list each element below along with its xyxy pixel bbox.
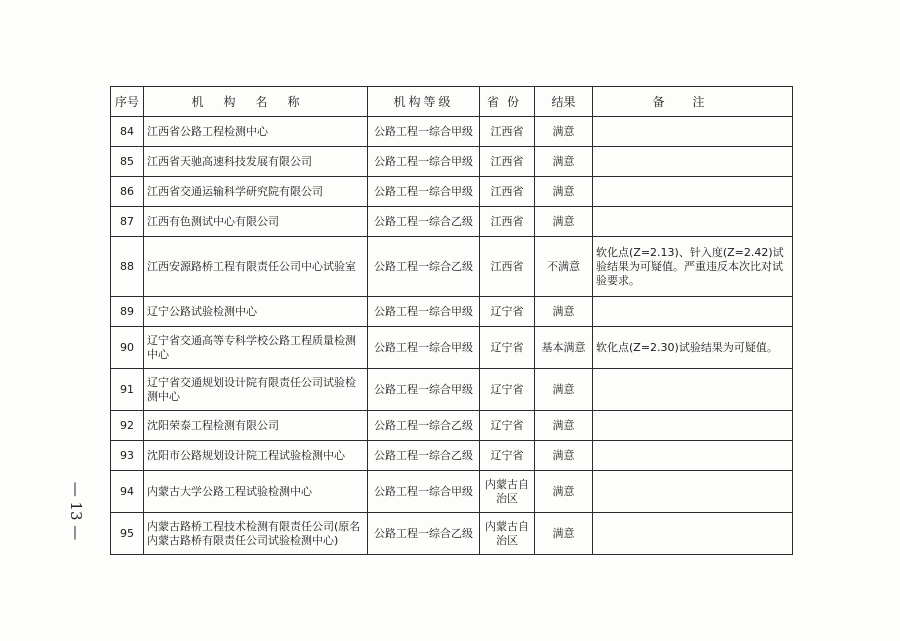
row-province: 内蒙古自治区 bbox=[480, 471, 535, 513]
row-note bbox=[593, 117, 793, 147]
row-level: 公路工程一综合甲级 bbox=[368, 177, 480, 207]
row-level: 公路工程一综合乙级 bbox=[368, 207, 480, 237]
row-province: 江西省 bbox=[480, 117, 535, 147]
row-result: 基本满意 bbox=[535, 327, 593, 369]
row-note bbox=[593, 207, 793, 237]
row-result: 满意 bbox=[535, 297, 593, 327]
row-level: 公路工程一综合乙级 bbox=[368, 237, 480, 297]
row-no: 94 bbox=[111, 471, 144, 513]
row-result: 满意 bbox=[535, 369, 593, 411]
row-level: 公路工程一综合甲级 bbox=[368, 117, 480, 147]
row-province: 内蒙古自治区 bbox=[480, 513, 535, 555]
table-row bbox=[111, 471, 793, 513]
row-no: 86 bbox=[111, 177, 144, 207]
row-province: 辽宁省 bbox=[480, 411, 535, 441]
row-level: 公路工程一综合甲级 bbox=[368, 369, 480, 411]
row-no: 91 bbox=[111, 369, 144, 411]
row-no: 95 bbox=[111, 513, 144, 555]
row-result: 满意 bbox=[535, 411, 593, 441]
row-name: 沈阳荣泰工程检测有限公司 bbox=[144, 411, 368, 441]
row-level: 公路工程一综合甲级 bbox=[368, 327, 480, 369]
row-level: 公路工程一综合甲级 bbox=[368, 147, 480, 177]
header-province: 省份 bbox=[480, 87, 535, 117]
row-name: 辽宁公路试验检测中心 bbox=[144, 297, 368, 327]
table-row bbox=[111, 513, 793, 555]
row-level: 公路工程一综合甲级 bbox=[368, 297, 480, 327]
header-note: 备注 bbox=[593, 87, 793, 117]
row-level: 公路工程一综合乙级 bbox=[368, 441, 480, 471]
row-province: 辽宁省 bbox=[480, 369, 535, 411]
header-result: 结果 bbox=[535, 87, 593, 117]
header-no: 序号 bbox=[111, 87, 144, 117]
row-province: 江西省 bbox=[480, 237, 535, 297]
page-number: — 13 — bbox=[67, 481, 85, 541]
row-note bbox=[593, 411, 793, 441]
row-name: 辽宁省交通高等专科学校公路工程质量检测中心 bbox=[144, 327, 368, 369]
row-province: 江西省 bbox=[480, 147, 535, 177]
table-row bbox=[111, 327, 793, 369]
row-name: 江西省交通运输科学研究院有限公司 bbox=[144, 177, 368, 207]
row-note: 软化点(Z=2.13)、针入度(Z=2.42)试验结果为可疑值。严重违反本次比对试验要求。 bbox=[593, 237, 793, 297]
row-result: 不满意 bbox=[535, 237, 593, 297]
row-note bbox=[593, 297, 793, 327]
row-name: 内蒙古大学公路工程试验检测中心 bbox=[144, 471, 368, 513]
row-note bbox=[593, 147, 793, 177]
row-province: 江西省 bbox=[480, 177, 535, 207]
row-name: 辽宁省交通规划设计院有限责任公司试验检测中心 bbox=[144, 369, 368, 411]
row-name: 内蒙古路桥工程技术检测有限责任公司(原名内蒙古路桥有限责任公司试验检测中心) bbox=[144, 513, 368, 555]
table-row bbox=[111, 117, 793, 147]
table-row bbox=[111, 177, 793, 207]
row-no: 85 bbox=[111, 147, 144, 177]
row-province: 辽宁省 bbox=[480, 441, 535, 471]
row-result: 满意 bbox=[535, 513, 593, 555]
table-row bbox=[111, 441, 793, 471]
row-name: 江西省公路工程检测中心 bbox=[144, 117, 368, 147]
row-level: 公路工程一综合乙级 bbox=[368, 411, 480, 441]
row-level: 公路工程一综合甲级 bbox=[368, 471, 480, 513]
table-row bbox=[111, 237, 793, 297]
table-header-row bbox=[111, 87, 793, 117]
row-result: 满意 bbox=[535, 441, 593, 471]
row-no: 92 bbox=[111, 411, 144, 441]
results-table bbox=[110, 86, 793, 555]
row-note bbox=[593, 441, 793, 471]
row-no: 90 bbox=[111, 327, 144, 369]
table-row bbox=[111, 147, 793, 177]
row-no: 89 bbox=[111, 297, 144, 327]
row-note bbox=[593, 177, 793, 207]
row-result: 满意 bbox=[535, 471, 593, 513]
row-result: 满意 bbox=[535, 177, 593, 207]
row-name: 江西省天驰高速科技发展有限公司 bbox=[144, 147, 368, 177]
row-province: 辽宁省 bbox=[480, 297, 535, 327]
table-row bbox=[111, 207, 793, 237]
row-level: 公路工程一综合乙级 bbox=[368, 513, 480, 555]
row-no: 84 bbox=[111, 117, 144, 147]
row-name: 沈阳市公路规划设计院工程试验检测中心 bbox=[144, 441, 368, 471]
row-province: 江西省 bbox=[480, 207, 535, 237]
table-row bbox=[111, 369, 793, 411]
row-name: 江西安源路桥工程有限责任公司中心试验室 bbox=[144, 237, 368, 297]
row-note: 软化点(Z=2.30)试验结果为可疑值。 bbox=[593, 327, 793, 369]
header-name: 机构名称 bbox=[144, 87, 368, 117]
row-no: 93 bbox=[111, 441, 144, 471]
row-note bbox=[593, 513, 793, 555]
row-result: 满意 bbox=[535, 207, 593, 237]
row-result: 满意 bbox=[535, 147, 593, 177]
header-level: 机构等级 bbox=[368, 87, 480, 117]
row-province: 辽宁省 bbox=[480, 327, 535, 369]
row-no: 87 bbox=[111, 207, 144, 237]
table-row bbox=[111, 297, 793, 327]
row-note bbox=[593, 471, 793, 513]
table-row bbox=[111, 411, 793, 441]
row-result: 满意 bbox=[535, 117, 593, 147]
row-name: 江西有色测试中心有限公司 bbox=[144, 207, 368, 237]
row-no: 88 bbox=[111, 237, 144, 297]
row-note bbox=[593, 369, 793, 411]
